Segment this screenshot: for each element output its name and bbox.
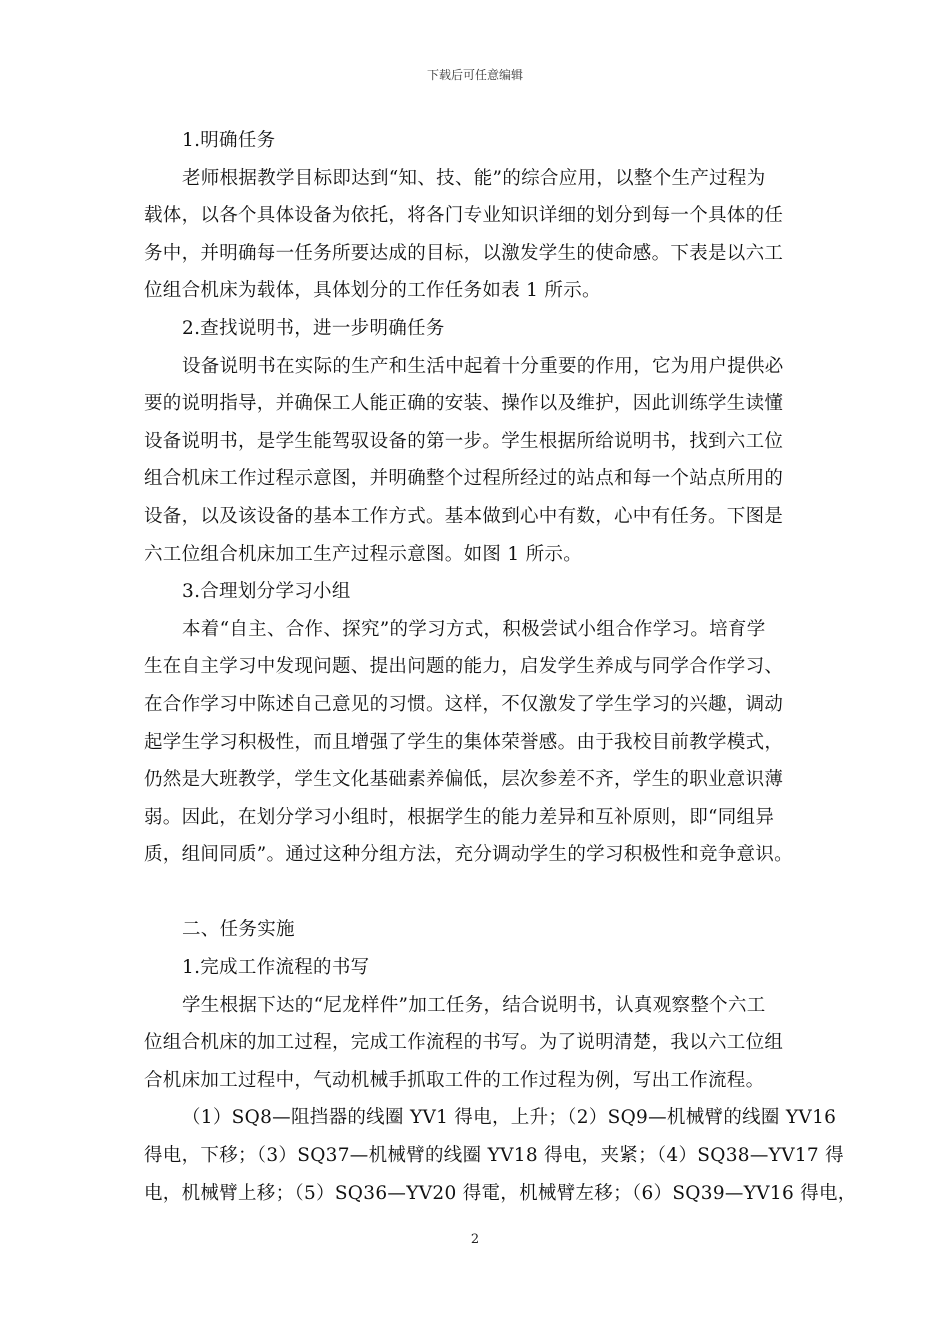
paragraph-line: 合机床加工过程中，气动机械手抓取工件的工作过程为例，写出工作流程。: [144, 1069, 765, 1091]
paragraph-line: 设备，以及该设备的基本工作方式。基本做到心中有数，心中有任务。下图是: [144, 505, 784, 527]
heading-study-groups: 3.合理划分学习小组: [182, 581, 351, 603]
page-number: 2: [470, 1232, 480, 1247]
paragraph-line: 老师根据教学目标即达到“知、技、能”的综合应用，以整个生产过程为: [182, 167, 766, 189]
paragraph-line: 得电，下移；（3）SQ37—机械臂的线圈 YV18 得电，夹紧；（4）SQ38—YV17 得: [144, 1145, 844, 1167]
paragraph-line: 质，组间同质”。通过这种分组方法，充分调动学生的学习积极性和竞争意识。: [144, 844, 793, 866]
paragraph-line: 位组合机床为载体，具体划分的工作任务如表 1 所示。: [144, 280, 601, 302]
page-header: 下载后可任意编辑: [426, 68, 523, 82]
paragraph-line: 学生根据下达的“尼龙样件”加工任务，结合说明书，认真观察整个六工: [182, 994, 766, 1016]
paragraph-line: 设备说明书，是学生能驾驭设备的第一步。学生根据所给说明书，找到六工位: [144, 430, 784, 452]
document-body: [144, 122, 857, 1212]
paragraph-line: 设备说明书在实际的生产和生活中起着十分重要的作用，它为用户提供必: [182, 355, 784, 377]
paragraph-line: 弱。因此，在划分学习小组时，根据学生的能力差异和互补原则，即“同组异: [144, 806, 775, 828]
paragraph-line: 六工位组合机床加工生产过程示意图。如图 1 所示。: [144, 543, 583, 565]
paragraph-line: 组合机床工作过程示意图，并明确整个过程所经过的站点和每一个站点所用的: [144, 468, 784, 490]
section-heading-implementation: 二、任务实施: [182, 919, 295, 941]
heading-clarify-task: 1.明确任务: [182, 130, 276, 151]
blank-line: [144, 874, 808, 912]
heading-workflow-writing: 1.完成工作流程的书写: [182, 957, 370, 979]
paragraph-line: 起学生学习积极性，而且增强了学生的集体荣誉感。由于我校目前教学模式，: [144, 731, 784, 753]
paragraph-line: 要的说明指导，并确保工人能正确的安装、操作以及维护，因此训练学生读懂: [144, 393, 784, 415]
paragraph-line: 本着“自主、合作、探究”的学习方式，积极尝试小组合作学习。培育学: [182, 618, 766, 640]
paragraph-line: 电，机械臂上移；（5）SQ36—YV20 得電，机械臂左移；（6）SQ39—YV16 得电，: [144, 1182, 857, 1204]
heading-find-manual: 2.查找说明书，进一步明确任务: [182, 317, 445, 339]
paragraph-line: 位组合机床的加工过程，完成工作流程的书写。为了说明清楚，我以六工位组: [144, 1032, 784, 1054]
paragraph-line: 仍然是大班教学，学生文化基础素养偏低，层次参差不齐，学生的职业意识薄: [144, 769, 784, 791]
paragraph-line: 务中，并明确每一任务所要达成的目标，以激发学生的使命感。下表是以六工: [144, 242, 784, 264]
paragraph-line: 在合作学习中陈述自己意见的习惯。这样，不仅激发了学生学习的兴趣，调动: [144, 693, 784, 715]
paragraph-line: 载体，以各个具体设备为依托，将各门专业知识详细的划分到每一个具体的任: [144, 205, 784, 227]
paragraph-line: （1）SQ8—阻挡器的线圈 YV1 得电，上升；（2）SQ9—机械臂的线圈 YV16: [182, 1107, 837, 1129]
paragraph-line: 生在自主学习中发现问题、提出问题的能力，启发学生养成与同学合作学习、: [144, 656, 784, 678]
